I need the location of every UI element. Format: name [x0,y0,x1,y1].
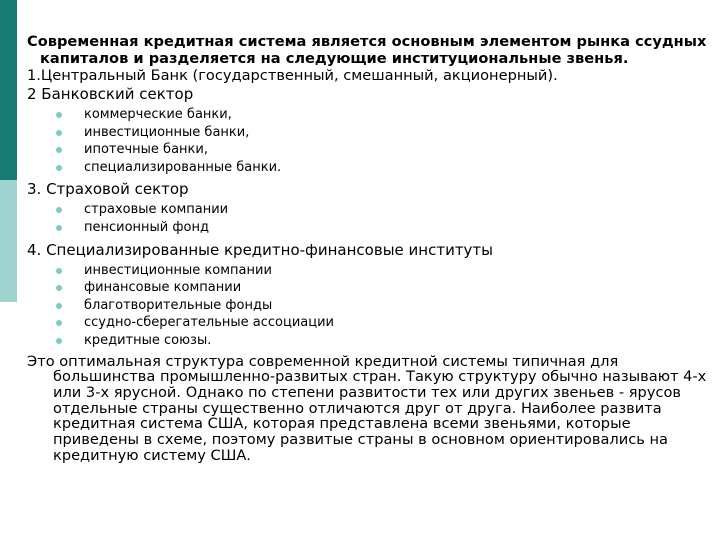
list-item: инвестиционные компании [56,262,717,280]
bullet-icon [56,268,62,274]
bullet-icon [56,320,62,326]
list-item: страховые компании [56,201,717,219]
banks-list [27,106,717,176]
list-item: коммерческие банки, [56,106,717,124]
bullet-icon [56,338,62,344]
bullet-icon [56,225,62,231]
list-item: благотворительные фонды [56,297,717,315]
bullet-icon [56,165,62,171]
bullet-icon [56,130,62,136]
bullet-icon [56,147,62,153]
accent-bar-dark [0,0,17,180]
slide-content [27,33,717,463]
bullet-icon [56,207,62,213]
insurance-list [27,201,717,236]
list-item: инвестиционные банки, [56,124,717,142]
bullet-icon [56,303,62,309]
closing-paragraph: Это оптимальная структура современной кредитной системы типичная для большинства промышленно-развитых стран. Такую структуру обычно называют 4-х или 3-х ярусной. Однако по степени развитости тех или других звеньев - ярусов отдельные страны существенно отличаются друг от друга. Наиболее развита кредитная система США, которая представлена всеми звеньями, которые приведены в схеме, поэтому развитые страны в основном ориентировались на кредитную систему США. [27,352,707,464]
bullet-icon [56,285,62,291]
item-specialized-institutes: 4. Специализированные кредитно-финансовые институты [27,240,494,259]
list-item: специализированные банки. [56,159,717,177]
bullet-icon [56,112,62,118]
list-item: финансовые компании [56,279,717,297]
slide-heading: Современная кредитная система является основным элементом рынка ссудных капиталов и разделяется на следующие институциональные звенья. [27,33,707,67]
accent-bar-light [0,180,17,302]
list-item: ссудно-сберегательные ассоциации [56,314,717,332]
list-item: пенсионный фонд [56,219,717,237]
institutes-list [27,262,717,350]
item-central-bank: 1.Центральный Банк (государственный, смешанный, акционерный). [27,67,558,84]
item-banking-sector: 2 Банковский сектор [27,85,194,103]
list-item: кредитные союзы. [56,332,717,350]
item-insurance-sector: 3. Страховой сектор [27,180,189,199]
list-item: ипотечные банки, [56,141,717,159]
